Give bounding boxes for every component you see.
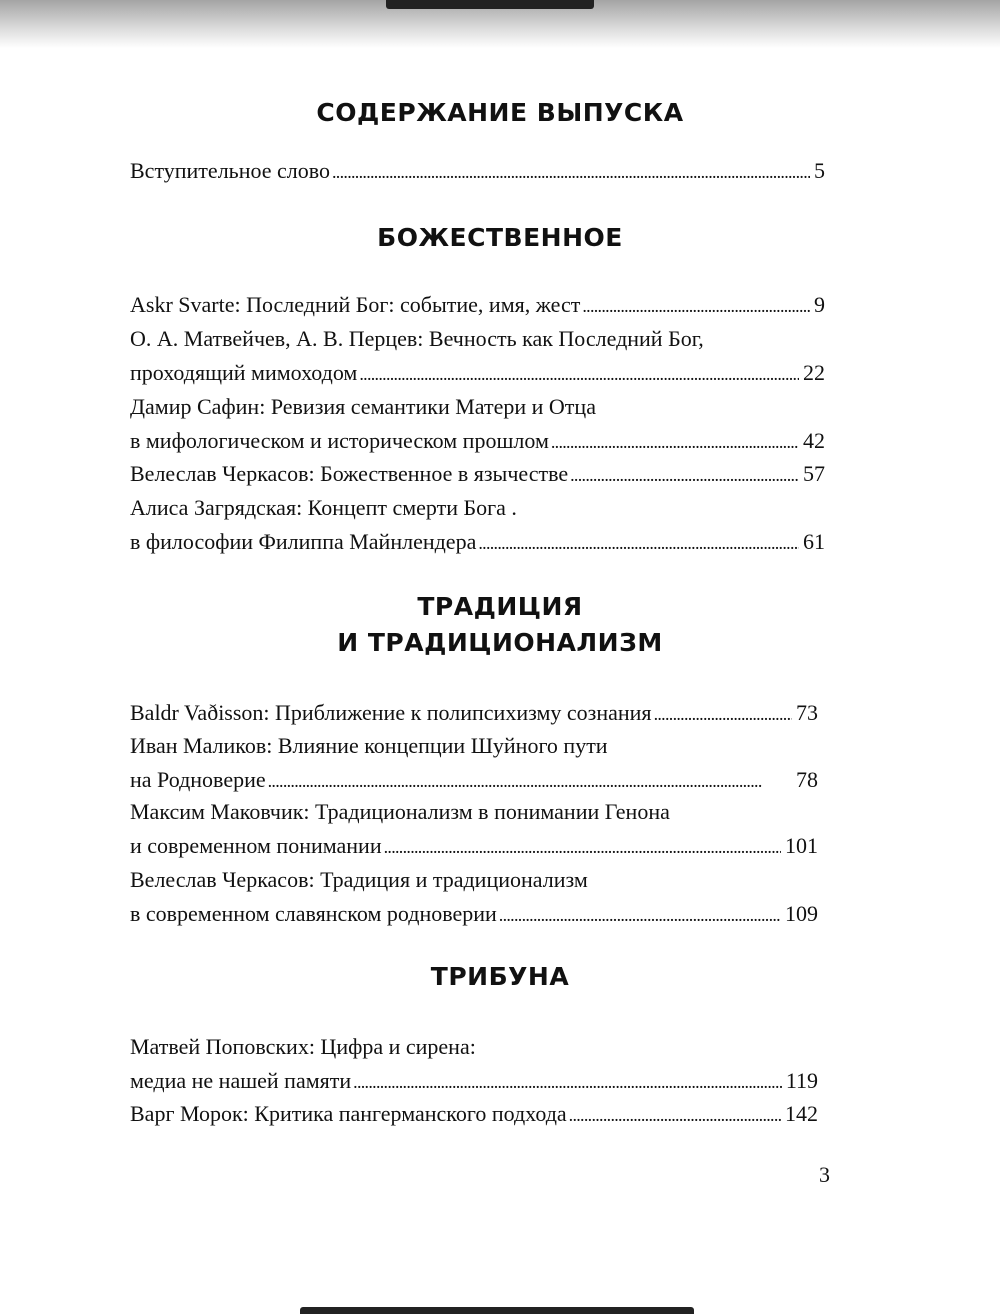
toc-entry-title: в современном славянском родноверии: [130, 901, 497, 926]
toc-entry[interactable]: [130, 1097, 818, 1132]
toc-entry-author-line: Алиса Загрядская: Концепт смерти Бога .: [130, 495, 517, 520]
toc-leader-dots: [353, 1064, 782, 1099]
toc-entry-page: 142: [785, 1101, 818, 1126]
toc-entry-title: Варг Морок: Критика пангерманского подхода: [130, 1101, 567, 1126]
toc-entry-page: 73: [796, 700, 818, 725]
toc-entry-title: медиа не нашей памяти: [130, 1068, 352, 1093]
toc-entry-title: проходящий мимоходом: [130, 360, 358, 385]
toc-entry[interactable]: [130, 390, 825, 459]
toc-leader-dots: [384, 829, 781, 864]
toc-leader-dots: [478, 525, 799, 560]
toc-leader-dots: [582, 288, 810, 323]
toc-leader-dots: [570, 457, 799, 492]
toc-entry-author-line: Иван Маликов: Влияние концепции Шуйного пути: [130, 733, 608, 758]
toc-leader-dots: [551, 424, 799, 459]
toc-entry-page: 61: [803, 529, 825, 554]
toc-entry-title: Велеслав Черкасов: Божественное в язычестве: [130, 461, 569, 486]
page-number: 3: [819, 1162, 830, 1187]
toc-entry-page: 78: [796, 767, 818, 792]
toc-entry-page: 42: [803, 428, 825, 453]
toc-entry[interactable]: [130, 696, 818, 731]
toc-entry-title: в мифологическом и историческом прошлом: [130, 428, 549, 453]
toc-entry-intro[interactable]: [130, 154, 825, 189]
toc-entry[interactable]: [130, 729, 818, 798]
toc-entry-author-line: Велеслав Черкасов: Традиция и традиционализм: [130, 867, 588, 892]
toc-entry-title: и современном понимании: [130, 833, 382, 858]
viewer-bottom-bar[interactable]: [300, 1307, 694, 1314]
toc-entry-title: в философии Филиппа Майнлендера: [130, 529, 477, 554]
toc-entry-page: 5: [814, 158, 825, 183]
toc-entry-author-line: О. А. Матвейчев, А. В. Перцев: Вечность как Последний Бог,: [130, 326, 704, 351]
toc-leader-dots: [268, 763, 792, 798]
toc-entry-author-line: Максим Маковчик: Традиционализм в понимании Генона: [130, 799, 670, 824]
section-heading-tradition-line2: И ТРАДИЦИОНАЛИЗМ: [337, 628, 663, 657]
section-heading-tribune: ТРИБУНА: [430, 962, 570, 991]
toc-entry-page: 22: [803, 360, 825, 385]
section-heading-divine: БОЖЕСТВЕННОЕ: [377, 223, 623, 252]
toc-entry[interactable]: [130, 288, 825, 323]
toc-entry-title: Вступительное слово: [130, 158, 330, 183]
toc-entry-page: 109: [785, 901, 818, 926]
toc-leader-dots: [332, 154, 810, 189]
toc-entry-title: Askr Svarte: Последний Бог: событие, имя, жест: [130, 292, 581, 317]
toc-leader-dots: [569, 1097, 781, 1132]
toc-entry[interactable]: [130, 1030, 818, 1099]
toc-entry-title: на Родноверие: [130, 767, 266, 792]
contents-title: СОДЕРЖАНИЕ ВЫПУСКА: [316, 98, 684, 127]
toc-entry-page: 9: [814, 292, 825, 317]
toc-entry[interactable]: [130, 795, 818, 864]
toc-entry[interactable]: [130, 863, 818, 932]
toc-leader-dots: [359, 356, 799, 391]
toc-entry-author-line: Матвей Поповских: Цифра и сирена:: [130, 1034, 476, 1059]
toc-entry-author-line: Дамир Сафин: Ревизия семантики Матери и Отца: [130, 394, 596, 419]
toc-leader-dots: [654, 696, 792, 731]
toc-entry[interactable]: [130, 322, 825, 391]
toc-entry[interactable]: [130, 491, 825, 560]
toc-entry-page: 57: [803, 461, 825, 486]
toc-entry-title: Baldr Vaðisson: Приближение к полипсихизму сознания: [130, 700, 652, 725]
toc-entry-page: 101: [785, 833, 818, 858]
toc-entry[interactable]: [130, 457, 825, 492]
section-heading-tradition-line1: ТРАДИЦИЯ: [417, 592, 583, 621]
toc-entry-page: 119: [785, 1068, 818, 1093]
toc-leader-dots: [499, 897, 781, 932]
